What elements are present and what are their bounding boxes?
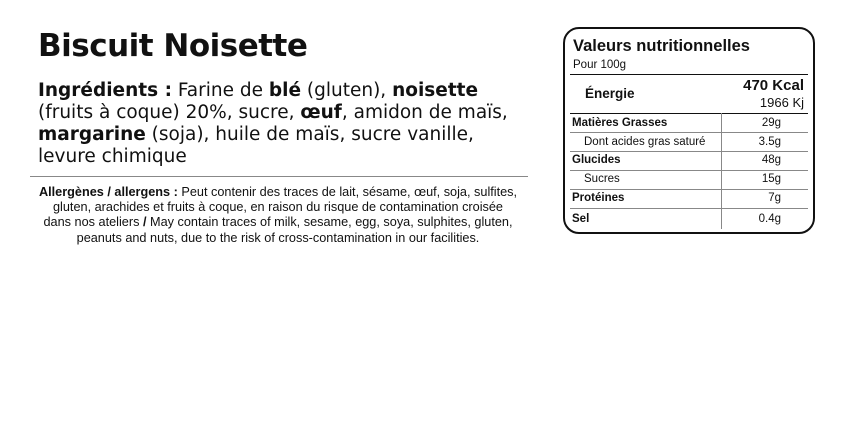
ingredients-part: (soja), huile de maïs, sucre vanille, levure chimique <box>38 124 474 167</box>
nutrition-rule <box>570 151 808 152</box>
nutrient-value-fat: 29g <box>761 117 781 129</box>
nutrient-label-carbs: Glucides <box>572 154 621 166</box>
ingredients-part: (gluten), <box>301 80 393 101</box>
allergens-text <box>38 185 518 246</box>
allergens-text-en: May contain traces of milk, sesame, egg, soya, sulphites, gluten, peanuts and nuts, due to the risk of cross-contamination in our facilities. <box>76 215 513 245</box>
nutrition-rule <box>570 170 808 171</box>
section-divider <box>30 176 528 177</box>
nutrition-rule <box>570 208 808 209</box>
nutrition-column-divider <box>721 113 722 229</box>
allergens-slash: / <box>142 215 147 230</box>
nutrition-per-serving: Pour 100g <box>573 59 627 71</box>
nutrition-rule <box>570 74 808 75</box>
energy-kcal-value: 470 Kcal <box>743 77 804 94</box>
nutrient-label-sugars: Sucres <box>584 173 620 185</box>
ingredients-part: Farine de <box>171 80 269 101</box>
allergens-text-fr: Peut contenir des traces de lait, sésame, œuf, soja, sulfites, gluten, arachides et fruits à coque, en raison du risque de contamination croisée dans nos ateliers <box>43 185 518 230</box>
nutrient-label-saturated: Dont acides gras saturé <box>584 136 706 148</box>
nutrition-title: Valeurs nutritionnelles <box>573 37 750 55</box>
ingredient-allergen-margarine: margarine <box>38 124 146 145</box>
ingredient-allergen-noisette: noisette <box>392 80 479 101</box>
nutrient-value-sugars: 15g <box>761 173 781 185</box>
product-title: Biscuit Noisette <box>38 28 308 64</box>
nutrient-value-carbs: 48g <box>761 154 781 166</box>
ingredient-allergen-ble: blé <box>268 80 302 101</box>
energy-kj-value: 1966 Kj <box>759 95 804 110</box>
ingredients-label: Ingrédients : <box>38 80 172 101</box>
nutrient-value-salt: 0.4g <box>758 213 781 225</box>
energy-label: Énergie <box>585 86 635 101</box>
nutrition-rule <box>570 132 808 133</box>
nutrient-label-protein: Protéines <box>572 192 625 204</box>
ingredient-allergen-oeuf: œuf <box>300 102 342 123</box>
allergens-label: Allergènes / allergens : <box>38 185 178 199</box>
nutrient-label-salt: Sel <box>572 213 590 225</box>
nutrition-facts-box <box>563 27 815 234</box>
ingredients-part: (fruits à coque) 20%, sucre, <box>38 102 301 123</box>
nutrient-value-protein: 7g <box>768 192 781 204</box>
nutrition-rule <box>570 113 808 114</box>
nutrient-value-saturated: 3.5g <box>758 136 781 148</box>
nutrition-rule <box>570 189 808 190</box>
ingredients-text <box>38 80 508 168</box>
ingredients-part: , amidon de maïs, <box>341 102 508 123</box>
nutrient-label-fat: Matières Grasses <box>572 117 668 129</box>
